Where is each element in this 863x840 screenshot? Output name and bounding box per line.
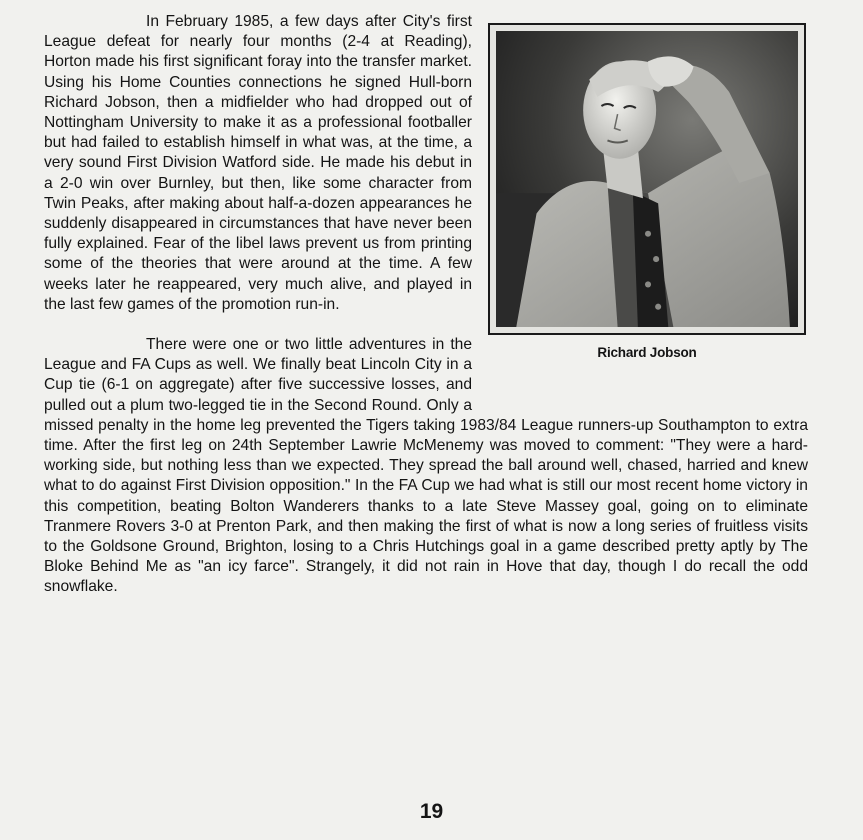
paragraph-1: In February 1985, a few days after City's first League defeat for nearly four months (2-4 at Reading), Horton made his first significant foray into the transfer market. Using his Home Counties connections he signed Hull-born Richard Jobson, then a midfielder who had dropped out of Nottingham University to make it as a professional footballer but had failed to establish himself in what was, at the time, a very sound First Division Watford side. He made his debut in a 2-0 win over Burnley, but then, like some character from Twin Peaks, after making about half-a-dozen appearances he suddenly disappeared in circumstances that have never been fully explained. Fear of the libel laws prevent us from printing some of the theories that were around at the time. A few weeks later he reappeared, very much alive, and played in the last few games of the promotion run-in. (44, 13, 472, 313)
page-number: 19 (419, 800, 444, 823)
photo-figure (486, 12, 810, 397)
article-body (44, 12, 808, 598)
portrait-image (496, 31, 798, 327)
paragraph-2: There were one or two little adventures in the League and FA Cups as well. We finally beat Lincoln City in a Cup tie (6-1 on aggregate) after five successive losses, and pulled out a plum two-legged tie in the Second Round. Only a missed penalty in the home leg prevented the Tigers taking 1983/84 League runners-up Southampton to extra time. After the first leg on 24th September Lawrie McMenemy was moved to comment: "They were a hard-working side, but nothing less than we expected. They spread the ball around well, chased, harried and knew what to do against First Division opposition." In the FA Cup we had what is still our most recent home victory in this competition, beating Bolton Wanderers thanks to a late Steve Massey goal, going on to eliminate Tranmere Rovers 3-0 at Prenton Park, and then making the first of what is now a long series of fruitless visits to the Goldsone Ground, Brighton, losing to a Chris Hutchings goal in a game described pretty aptly by The Bloke Behind Me as "an icy farce". Strangely, it did not rain in Hove that day, though I do recall the odd snowflake. (44, 336, 808, 596)
photo-caption: Richard Jobson (597, 345, 697, 360)
portrait-photo (488, 23, 806, 335)
